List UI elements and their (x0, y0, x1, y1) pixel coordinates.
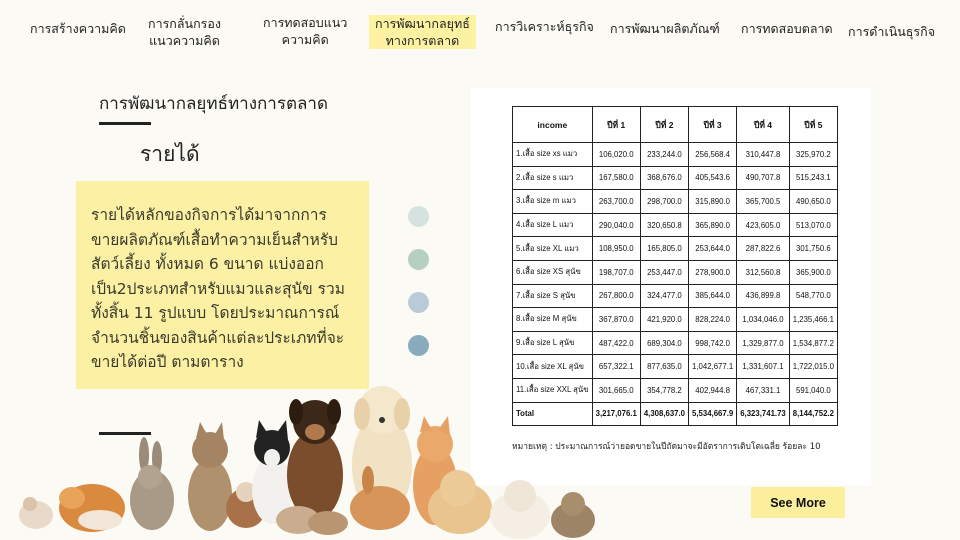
table-row (513, 331, 838, 355)
row-value: 1,329,877.0 (737, 331, 790, 355)
row-value: 367,870.0 (592, 308, 640, 332)
row-value: 301,665.0 (592, 378, 640, 402)
row-value: 365,900.0 (789, 260, 837, 284)
nav-item-marketing-strategy[interactable]: การพัฒนากลยุทธ์ ทางการตลาด (369, 15, 476, 49)
row-value: 108,950.0 (592, 237, 640, 261)
row-value: 490,650.0 (789, 190, 837, 214)
header-year-1: ปีที่ 1 (592, 107, 640, 143)
row-value: 591,040.0 (789, 378, 837, 402)
row-value: 290,040.0 (592, 213, 640, 237)
row-value: 267,800.0 (592, 284, 640, 308)
decor-dot-2 (408, 249, 429, 270)
row-value: 1,042,677.1 (689, 355, 737, 379)
row-label: 9.เสื้อ size L สุนัข (513, 331, 593, 355)
row-value: 1,722,015.0 (789, 355, 837, 379)
nav-item-business-analysis[interactable]: การวิเคราะห์ธุรกิจ (495, 19, 594, 34)
income-table (512, 106, 838, 426)
table-row (513, 355, 838, 379)
row-label: 3.เสื้อ size m แมว (513, 190, 593, 214)
row-value: 657,322.1 (592, 355, 640, 379)
description-box (76, 181, 369, 389)
row-value: 278,900.0 (689, 260, 737, 284)
total-value: 8,144,752.2 (789, 402, 837, 426)
row-label: 10.เสื้อ size XL สุนัข (513, 355, 593, 379)
row-value: 310,447.8 (737, 143, 790, 167)
row-value: 325,970.2 (789, 143, 837, 167)
decor-dot-4 (408, 335, 429, 356)
row-label: 7.เสื้อ size S สุนัข (513, 284, 593, 308)
tabby-cat-image (188, 422, 232, 531)
row-value: 365,700.5 (737, 190, 790, 214)
row-value: 421,920.0 (640, 308, 688, 332)
title-divider (99, 122, 151, 125)
total-value: 6,323,741.73 (737, 402, 790, 426)
total-value: 3,217,076.1 (592, 402, 640, 426)
header-year-3: ปีที่ 3 (689, 107, 737, 143)
white-puppy-image (490, 480, 550, 539)
table-row (513, 284, 838, 308)
row-value: 877,635.0 (640, 355, 688, 379)
row-value: 402,944.8 (689, 378, 737, 402)
tabby-kitten-image (551, 492, 595, 538)
row-value: 106,020.0 (592, 143, 640, 167)
row-value: 301,750.6 (789, 237, 837, 261)
header-year-5: ปีที่ 5 (789, 107, 837, 143)
nav-item-concept-testing[interactable]: การทดสอบแนว ความคิด (263, 15, 348, 47)
row-value: 405,543.6 (689, 166, 737, 190)
nav-item-idea-generation[interactable]: การสร้างความคิด (30, 21, 126, 36)
row-value: 1,534,877.2 (789, 331, 837, 355)
row-value: 1,034,046.0 (737, 308, 790, 332)
total-value: 5,534,667.9 (689, 402, 737, 426)
row-value: 385,644.0 (689, 284, 737, 308)
row-value: 689,304.0 (640, 331, 688, 355)
header-income: income (513, 107, 593, 143)
row-value: 298,700.0 (640, 190, 688, 214)
row-label: 6.เสื้อ size XS สุนัข (513, 260, 593, 284)
total-label: Total (513, 402, 593, 426)
header-year-4: ปีที่ 4 (737, 107, 790, 143)
row-label: 11.เสื้อ size XXL สุนัข (513, 378, 593, 402)
row-value: 233,244.0 (640, 143, 688, 167)
nav-item-idea-screening[interactable]: การกลั่นกรอง แนวความคิด (148, 16, 221, 48)
kittens-image (276, 506, 348, 535)
row-value: 167,580.0 (592, 166, 640, 190)
table-row (513, 166, 838, 190)
table-row (513, 260, 838, 284)
row-value: 548,770.0 (789, 284, 837, 308)
table-row (513, 237, 838, 261)
table-row (513, 190, 838, 214)
description-text: รายได้หลักของกิจการได้มาจากการขายผลิตภัณฑ์เสื้อทำความเย็นสำหรับสัตว์เลี้ยง ทั้งหมด 6 ขนาด แบ่งออกเป็น2ประเภทสำหรับแมวและสุนัข รวมทั้งสิ้น 11 รูปแบบ โดยประมาณการณ์จำนวนชิ้นของสินค้าแต่ละประเภทที่จะขายได้ต่อปี ตามตาราง (91, 206, 345, 371)
row-value: 320,650.8 (640, 213, 688, 237)
pets-illustration (10, 380, 600, 540)
row-value: 1,331,607.1 (737, 355, 790, 379)
row-value: 490,707.8 (737, 166, 790, 190)
rabbit-image (130, 437, 174, 530)
row-value: 315,890.0 (689, 190, 737, 214)
shepherd-puppy-image (287, 399, 343, 520)
row-value: 998,742.0 (689, 331, 737, 355)
section-title: การพัฒนากลยุทธ์ทางการตลาด (99, 94, 329, 114)
total-value: 4,308,637.0 (640, 402, 688, 426)
row-label: 2.เสื้อ size s แมว (513, 166, 593, 190)
top-nav (0, 0, 960, 60)
row-value: 513,070.0 (789, 213, 837, 237)
row-value: 256,568.4 (689, 143, 737, 167)
table-row (513, 143, 838, 167)
decor-dot-3 (408, 292, 429, 313)
page-title: รายได้ (140, 142, 200, 166)
table-row (513, 213, 838, 237)
row-label: 8.เสื้อ size M สุนัข (513, 308, 593, 332)
row-label: 5.เสื้อ size XL แมว (513, 237, 593, 261)
row-value: 487,422.0 (592, 331, 640, 355)
row-value: 365,890.0 (689, 213, 737, 237)
row-label: 4.เสื้อ size L แมว (513, 213, 593, 237)
row-value: 828,224.0 (689, 308, 737, 332)
row-value: 436,899.8 (737, 284, 790, 308)
header-year-2: ปีที่ 2 (640, 107, 688, 143)
row-value: 368,676.0 (640, 166, 688, 190)
nav-item-commercialization[interactable]: การดำเนินธุรกิจ (848, 24, 936, 39)
row-value: 324,477.0 (640, 284, 688, 308)
guinea-pig-image (59, 484, 125, 532)
row-label: 1.เสื้อ size xs แมว (513, 143, 593, 167)
table-header-row (513, 107, 838, 143)
row-value: 198,707.0 (592, 260, 640, 284)
nav-item-product-development[interactable]: การพัฒนาผลิตภัณฑ์ (610, 21, 720, 36)
row-value: 354,778.2 (640, 378, 688, 402)
row-value: 467,331.1 (737, 378, 790, 402)
hamster-image (19, 497, 53, 529)
row-value: 263,700.0 (592, 190, 640, 214)
row-value: 253,447.0 (640, 260, 688, 284)
decor-dot-1 (408, 206, 429, 227)
row-value: 1,235,466.1 (789, 308, 837, 332)
table-note: หมายเหตุ : ประมาณการณ์ว่ายอดขายในปีถัดมาจะมีอัตราการเติบโตเฉลี่ย ร้อยละ 10 (512, 442, 821, 452)
table-row (513, 308, 838, 332)
row-value: 515,243.1 (789, 166, 837, 190)
row-value: 312,560.8 (737, 260, 790, 284)
row-value: 287,822.6 (737, 237, 790, 261)
see-more-button[interactable]: See More (751, 487, 845, 518)
row-value: 165,805.0 (640, 237, 688, 261)
row-value: 253,644.0 (689, 237, 737, 261)
row-value: 423,605.0 (737, 213, 790, 237)
nav-item-market-testing[interactable]: การทดสอบตลาด (741, 21, 833, 36)
